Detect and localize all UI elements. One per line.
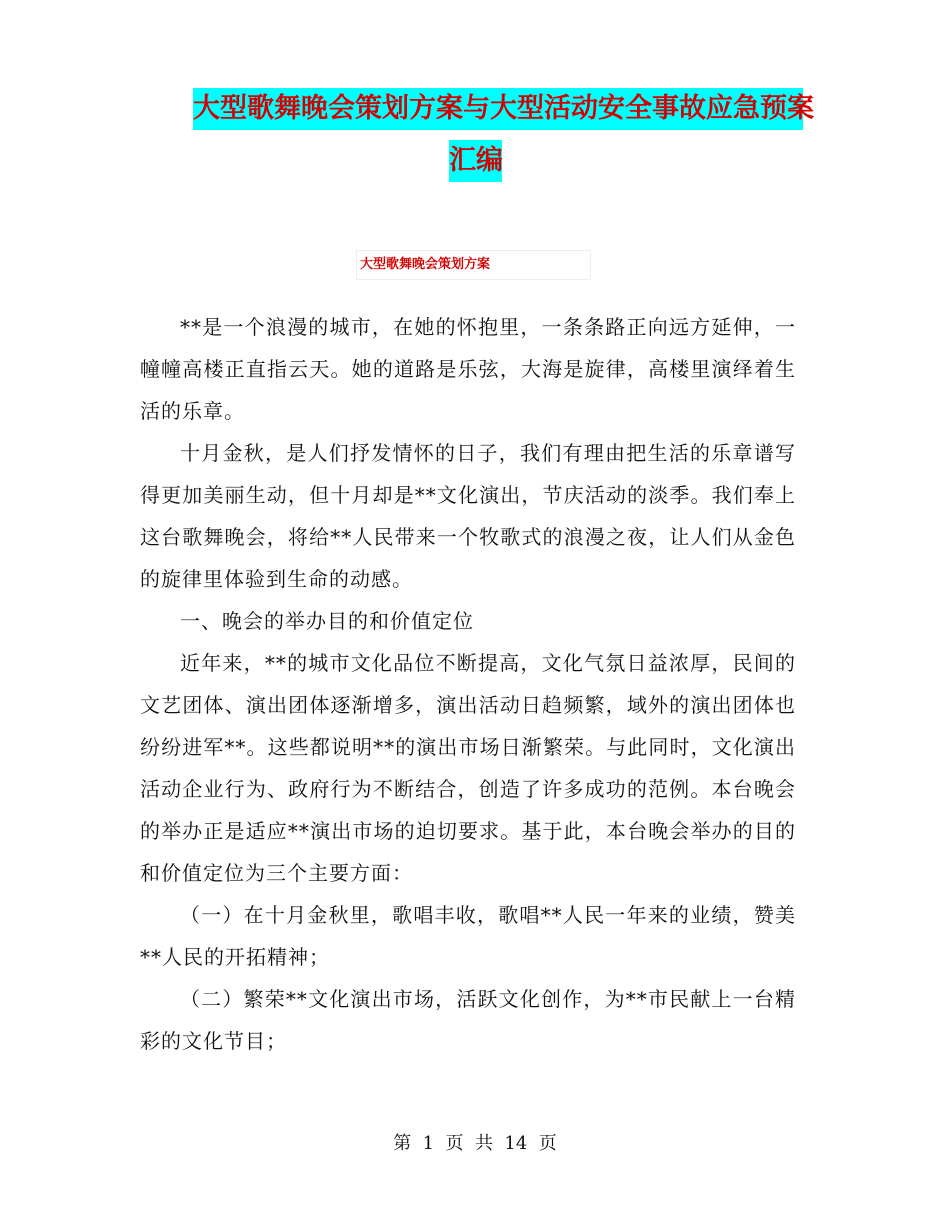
section-subtitle: 大型歌舞晚会策划方案 (356, 250, 591, 280)
body-text (140, 306, 796, 1062)
page-number-footer: 第 1 页 共 14 页 (393, 1133, 557, 1154)
section-heading-purpose: 一、晚会的举办目的和价值定位 (180, 609, 474, 633)
paragraph-background: 近年来，**的城市文化品位不断提高，文化气氛日益浓厚，民间的文艺团体、演出团体逐渐增多，演出活动日趋频繁，域外的演出团体也纷纷进军**。这些都说明**的演出市场日渐繁荣。与此同时，文化演出活动企业行为、政府行为不断结合，创造了许多成功的范例。本台晚会的举办正是适应**演出市场的迫切要求。基于此，本台晚会举办的目的和价值定位为三个主要方面： (140, 651, 796, 885)
document-title-line-2: 汇编 (449, 140, 502, 182)
document-title-line-1: 大型歌舞晚会策划方案与大型活动安全事故应急预案 (193, 88, 803, 130)
list-item-two: （二）繁荣**文化演出市场，活跃文化创作，为**市民献上一台精彩的文化节目； (140, 987, 796, 1053)
paragraph-october: 十月金秋，是人们抒发情怀的日子，我们有理由把生活的乐章谱写得更加美丽生动，但十月却是**文化演出，节庆活动的淡季。我们奉上这台歌舞晚会，将给**人民带来一个牧歌式的浪漫之夜，让人们从金色的旋律里体验到生命的动感。 (140, 441, 796, 591)
paragraph-intro: **是一个浪漫的城市，在她的怀抱里，一条条路正向远方延伸，一幢幢高楼正直指云天。她的道路是乐弦，大海是旋律，高楼里演绎着生活的乐章。 (140, 315, 796, 423)
list-item-one: （一）在十月金秋里，歌唱丰收，歌唱**人民一年来的业绩，赞美**人民的开拓精神； (140, 903, 796, 969)
